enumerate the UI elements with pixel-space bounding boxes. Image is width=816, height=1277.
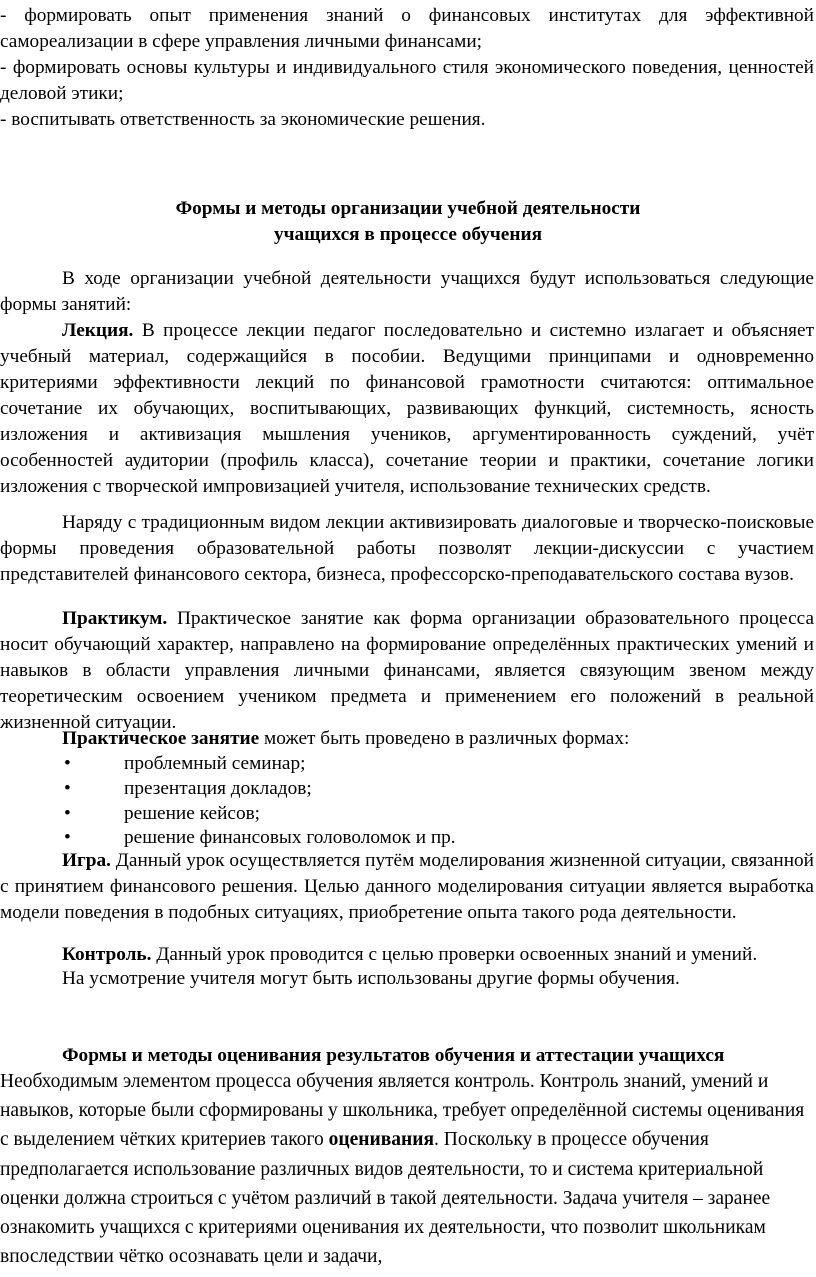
list-item [0, 776, 814, 802]
goal-item: - формировать опыт применения знаний о финансовых институтах для эффективной самореализации в сфере управления личными финансами; [0, 5, 814, 52]
assessment-paragraph [0, 1067, 814, 1271]
assessment-text-part2: . Поскольку в процессе обучения предполагается использование различных видов деятельности, то и система критериальной оценки должна строиться с учётом различий в такой деятельности. Задача учителя – заранее ознакомить учащихся с критериями оценивания их деятельности, что позволит школьникам впоследствии чётко осознавать цели и задачи, [0, 1129, 771, 1268]
list-item-text: проблемный семинар; [124, 753, 306, 774]
section-title-1-line1: Формы и методы организации учебной деятельности [175, 198, 641, 219]
assessment-text-part1: Необходимым элементом процесса обучения является контроль. Контроль знаний, умений и навыков, которые были сформированы у школьника, требует определённой системы оценивания с выделением чётких критериев такого [0, 1071, 805, 1151]
practicum-text: Практическое занятие как форма организации образовательного процесса носит обучающий характер, направлено на формирование определённых практических умений и навыков в области управления личными финансами, является связующим звеном между теоретическим освоением учеником предмета и применением его положений в реальной жизненной ситуации. [0, 608, 814, 733]
practicum-paragraph [0, 606, 814, 736]
list-item [0, 751, 814, 777]
list-item-text: презентация докладов; [124, 778, 312, 799]
control-label: Контроль. [62, 944, 152, 965]
control-paragraph [0, 942, 814, 968]
bullet-icon: • [64, 803, 71, 824]
goal-item: - воспитывать ответственность за экономические решения. [0, 109, 486, 130]
control-text: Данный урок проводится с целью проверки освоенных знаний и умений. [151, 944, 758, 965]
game-paragraph [0, 848, 814, 926]
assessment-bold-word: оценивания [328, 1129, 435, 1151]
bullet-icon: • [64, 827, 71, 848]
list-item [0, 801, 814, 827]
bullet-icon: • [64, 778, 71, 799]
practical-paragraph [0, 726, 814, 752]
list-item-text: решение кейсов; [124, 803, 261, 824]
section-title-1-line2: учащихся в процессе обучения [273, 224, 543, 245]
lecture-text: В процессе лекции педагог последовательно и системно излагает и объясняет учебный материал, содержащийся в пособии. Ведущими принципами и одновременно критериями эффективности лекций по финансовой грамотности считаются: оптимальное сочетание их обучающих, воспитывающих, развивающих функций, системность, ясность изложения и активизация мышления учеников, аргументированность суждений, учёт особенностей аудитории (профиль класса), сочетание теории и практики, сочетание логики изложения с творческой импровизацией учителя, использование технических средств. [0, 320, 814, 497]
other-forms-paragraph: На усмотрение учителя могут быть использованы другие формы обучения. [62, 968, 680, 989]
game-text: Данный урок осуществляется путём моделирования жизненной ситуации, связанной с принятием финансового решения. Целью данного моделирования ситуации является выработка модели поведения в подобных ситуациях, приобретение опыта такого рода деятельности. [0, 850, 814, 923]
practical-text: может быть проведено в различных формах: [259, 728, 630, 749]
game-label: Игра. [62, 850, 111, 871]
list-item-text: решение финансовых головоломок и пр. [124, 827, 456, 848]
lecture-extra-paragraph: Наряду с традиционным видом лекции активизировать диалоговые и творческо-поисковые формы проведения образовательной работы позволят лекции-дискуссии с участием представителей финансового сектора, бизнеса, профессорско-преподавательского состава вузов. [0, 512, 814, 585]
lecture-label: Лекция. [62, 320, 134, 341]
bullet-icon: • [64, 753, 71, 774]
practical-label: Практическое занятие [62, 728, 260, 749]
intro-paragraph: В ходе организации учебной деятельности учащихся будут использоваться следующие формы занятий: [0, 268, 814, 315]
lecture-paragraph [0, 318, 814, 500]
practicum-label: Практикум. [62, 608, 168, 629]
section-title-2: Формы и методы оценивания результатов обучения и аттестации учащихся [62, 1045, 725, 1066]
goal-item: - формировать основы культуры и индивидуального стиля экономического поведения, ценностей деловой этики; [0, 57, 814, 104]
